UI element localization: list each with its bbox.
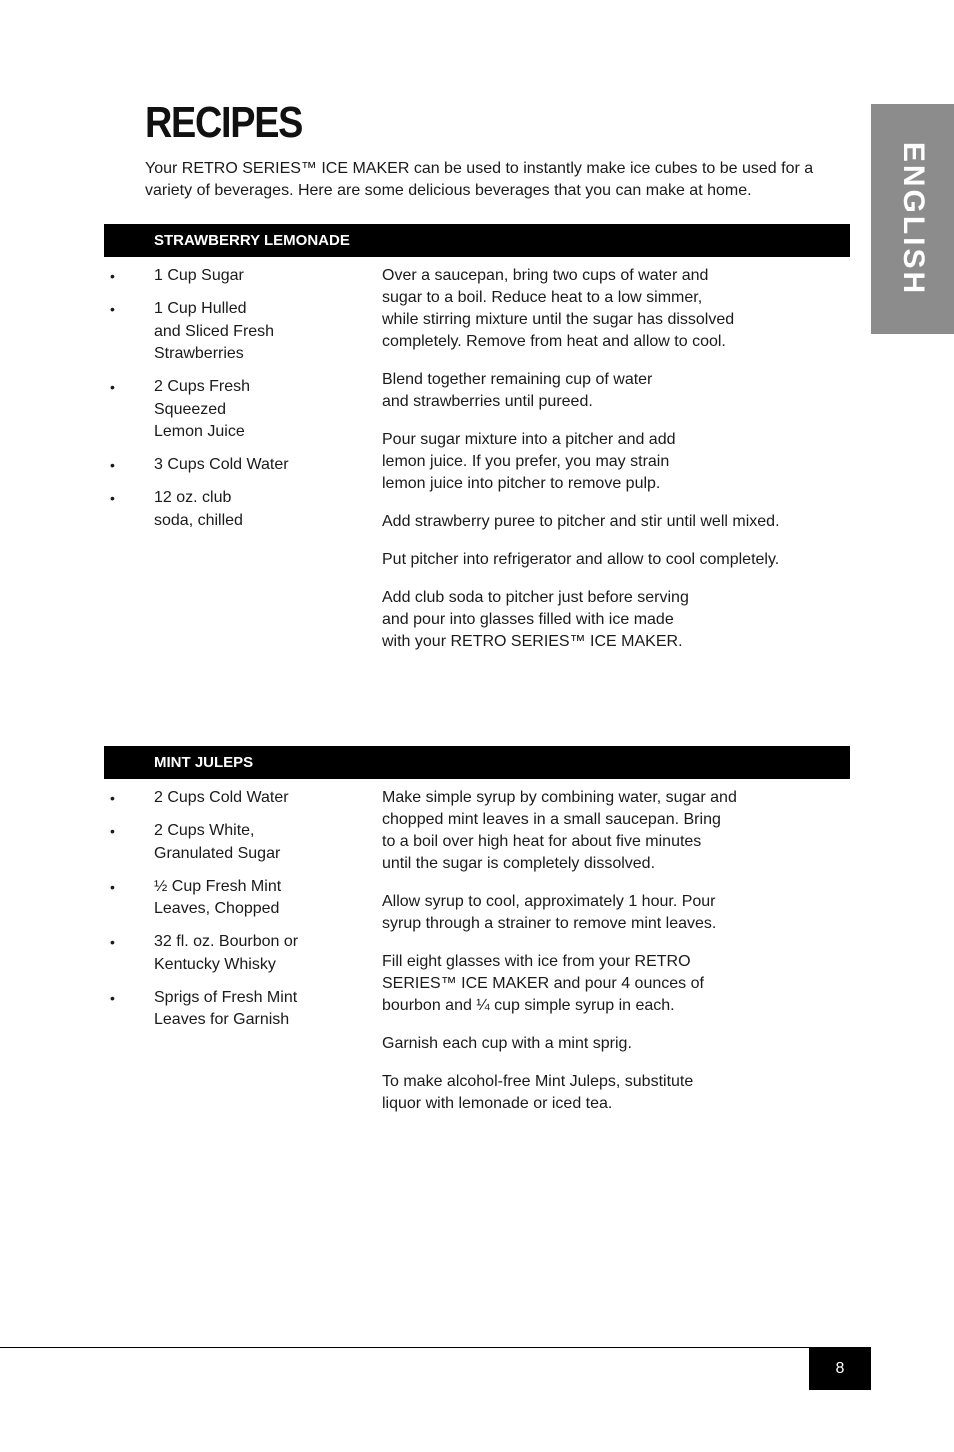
ingredient-list [104,787,324,1042]
bullet-icon: • [110,934,115,950]
bullet-icon: • [110,301,115,317]
intro-paragraph: Your RETRO SERIES™ ICE MAKER can be used to instantly make ice cubes to be used for a variety of beverages. Here are some delicious beverages that you can make at home. [145,160,814,199]
instruction-step: Add strawberry puree to pitcher and stir until well mixed. [382,513,780,530]
instruction-step: Pour sugar mixture into a pitcher and add lemon juice. If you prefer, you may strain lemon juice into pitcher to remove pulp. [382,431,676,492]
bullet-icon: • [110,823,115,839]
ingredient-item [104,931,324,976]
ingredient-text: 2 Cups Cold Water [154,789,289,806]
ingredient-item [104,298,324,366]
language-tab [871,104,954,334]
footer-divider [0,1347,870,1348]
instruction-step: Allow syrup to cool, approximately 1 hour. Pour syrup through a strainer to remove mint leaves. [382,893,717,932]
ingredient-text: 12 oz. club soda, chilled [154,489,243,529]
recipe-title-bar: MINT JULEPS [104,746,850,779]
ingredient-list [104,265,324,543]
recipe-title-bar: STRAWBERRY LEMONADE [104,224,850,257]
instruction-step: Add club soda to pitcher just before serving and pour into glasses filled with ice made with your RETRO SERIES™ ICE MAKER. [382,589,689,650]
ingredient-item [104,454,324,477]
ingredient-text: 2 Cups Fresh Squeezed Lemon Juice [154,378,251,440]
recipe-mint-juleps [104,746,850,1112]
bullet-icon: • [110,878,115,895]
page-number: 8 [809,1347,871,1390]
bullet-icon: • [110,268,115,284]
instruction-step: Garnish each cup with a mint sprig. [382,1035,632,1052]
ingredient-text: ½ Cup Fresh Mint Leaves, Chopped [154,877,282,917]
ingredient-text: 2 Cups White, Granulated Sugar [154,822,281,862]
ingredient-text: 1 Cup Sugar [154,267,244,284]
instruction-step: To make alcohol-free Mint Juleps, substitute liquor with lemonade or iced tea. [382,1073,694,1112]
ingredient-text: 32 fl. oz. Bourbon or Kentucky Whisky [154,933,299,973]
ingredient-item [104,487,324,532]
instruction-step: Fill eight glasses with ice from your RETRO SERIES™ ICE MAKER and pour 4 ounces of bourbon and ¼ cup simple syrup in each. [382,953,704,1014]
ingredient-text: 1 Cup Hulled and Sliced Fresh Strawberries [154,300,275,362]
ingredient-item [104,876,324,921]
ingredient-text: 3 Cups Cold Water [154,456,289,473]
ingredient-item [104,787,324,810]
bullet-icon: • [110,490,115,506]
instruction-step: Blend together remaining cup of water and strawberries until pureed. [382,371,653,410]
ingredient-item [104,820,324,865]
bullet-icon: • [110,379,115,395]
language-tab-label: ENGLISH [896,141,930,297]
instruction-steps [382,787,842,1131]
ingredient-text: Sprigs of Fresh Mint Leaves for Garnish [154,988,298,1028]
ingredient-item [104,376,324,444]
recipe-strawberry-lemonade [104,224,850,650]
bullet-icon: • [110,989,115,1006]
ingredient-item [104,265,324,288]
page-title: RECIPES [145,98,303,147]
bullet-icon: • [110,790,115,806]
instruction-step: Put pitcher into refrigerator and allow to cool completely. [382,551,780,568]
instruction-step: Over a saucepan, bring two cups of water and sugar to a boil. Reduce heat to a low simmer, while stirring mixture until the sugar has dissolved completely. Remove from heat and allow to cool. [382,267,735,350]
instruction-step: Make simple syrup by combining water, sugar and chopped mint leaves in a small saucepan. Bring to a boil over high heat for about five minutes until the sugar is completely dissolved. [382,789,737,872]
ingredient-item [104,987,324,1032]
instruction-steps [382,265,842,669]
bullet-icon: • [110,457,115,473]
